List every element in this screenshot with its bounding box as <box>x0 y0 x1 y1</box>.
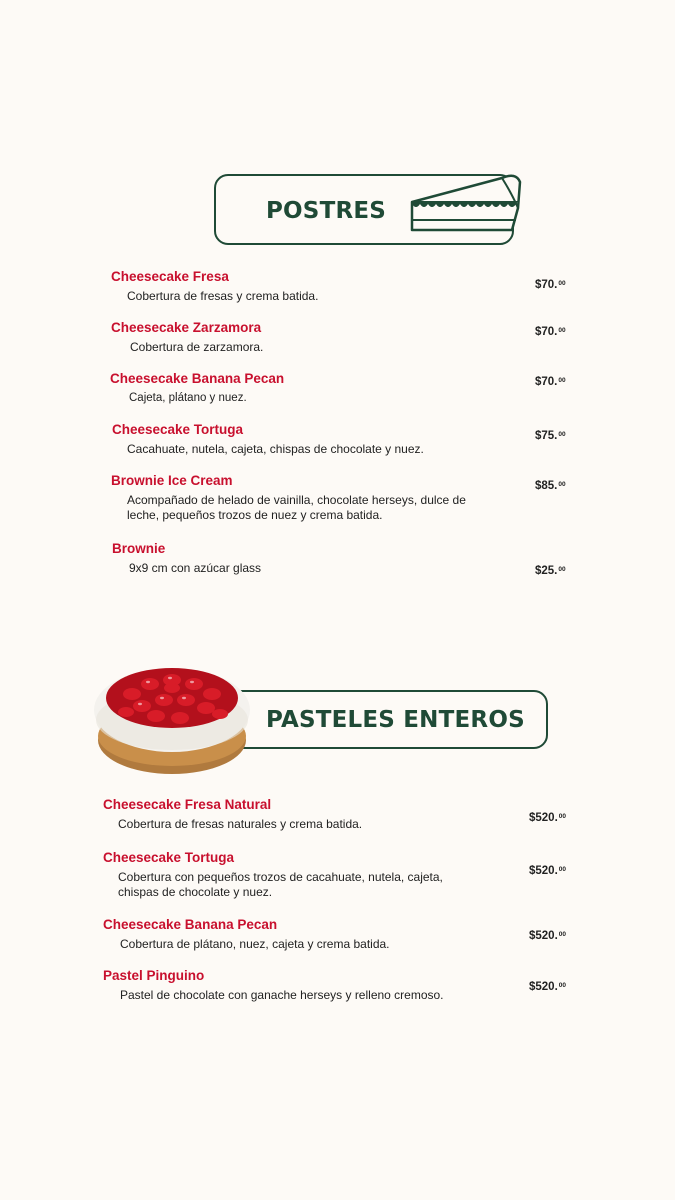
item-name: Pastel Pinguino <box>103 968 205 983</box>
postres-item <box>110 371 520 406</box>
item-name: Cheesecake Tortuga <box>103 850 235 865</box>
item-price: $70.00 <box>535 376 566 388</box>
item-name: Cheesecake Fresa Natural <box>103 797 272 812</box>
pasteles-item <box>103 850 493 900</box>
strawberry-cheesecake-image <box>92 658 252 778</box>
postres-title: POSTRES <box>266 198 387 224</box>
item-description: Cobertura de fresas naturales y crema batida. <box>118 817 363 831</box>
item-price: $520.00 <box>529 930 567 942</box>
pasteles-item <box>103 917 513 952</box>
item-price: $520.00 <box>529 865 567 877</box>
postres-item <box>112 422 522 457</box>
pasteles-item <box>103 968 513 1003</box>
postres-item <box>112 541 522 576</box>
item-name: Brownie <box>112 541 166 556</box>
item-name: Cheesecake Zarzamora <box>111 320 262 335</box>
item-name: Cheesecake Fresa <box>111 269 229 284</box>
postres-item <box>111 473 501 523</box>
item-name: Cheesecake Tortuga <box>112 422 244 437</box>
postres-item <box>111 269 521 304</box>
item-description: Pastel de chocolate con ganache herseys y relleno cremoso. <box>120 988 444 1002</box>
item-name: Brownie Ice Cream <box>111 473 233 488</box>
pasteles-item <box>103 797 513 832</box>
item-description: Cajeta, plátano y nuez. <box>129 392 247 404</box>
item-description: Cobertura de plátano, nuez, cajeta y crema batida. <box>120 937 390 951</box>
item-price: $75.00 <box>535 430 566 442</box>
cake-slice-icon <box>404 168 528 238</box>
postres-item <box>111 320 521 355</box>
item-price: $520.00 <box>529 981 567 993</box>
item-name: Cheesecake Banana Pecan <box>103 917 278 932</box>
item-description: Cobertura de zarzamora. <box>130 340 264 354</box>
item-description: Acompañado de helado de vainilla, chocolate herseys, dulce de leche, pequeños trozos de nuez y crema batida. <box>127 493 466 522</box>
item-description: Cobertura con pequeños trozos de cacahuate, nutela, cajeta, chispas de chocolate y nuez. <box>118 870 443 899</box>
item-price: $70.00 <box>535 279 566 291</box>
item-price: $520.00 <box>529 812 567 824</box>
pasteles-title: PASTELES ENTEROS <box>266 707 525 733</box>
item-description: Cobertura de fresas y crema batida. <box>127 289 319 303</box>
item-price: $25.00 <box>535 565 566 577</box>
item-name: Cheesecake Banana Pecan <box>110 371 285 386</box>
item-price: $70.00 <box>535 326 566 338</box>
item-price: $85.00 <box>535 480 566 492</box>
item-description: Cacahuate, nutela, cajeta, chispas de chocolate y nuez. <box>127 442 424 456</box>
item-description: 9x9 cm con azúcar glass <box>129 561 262 575</box>
